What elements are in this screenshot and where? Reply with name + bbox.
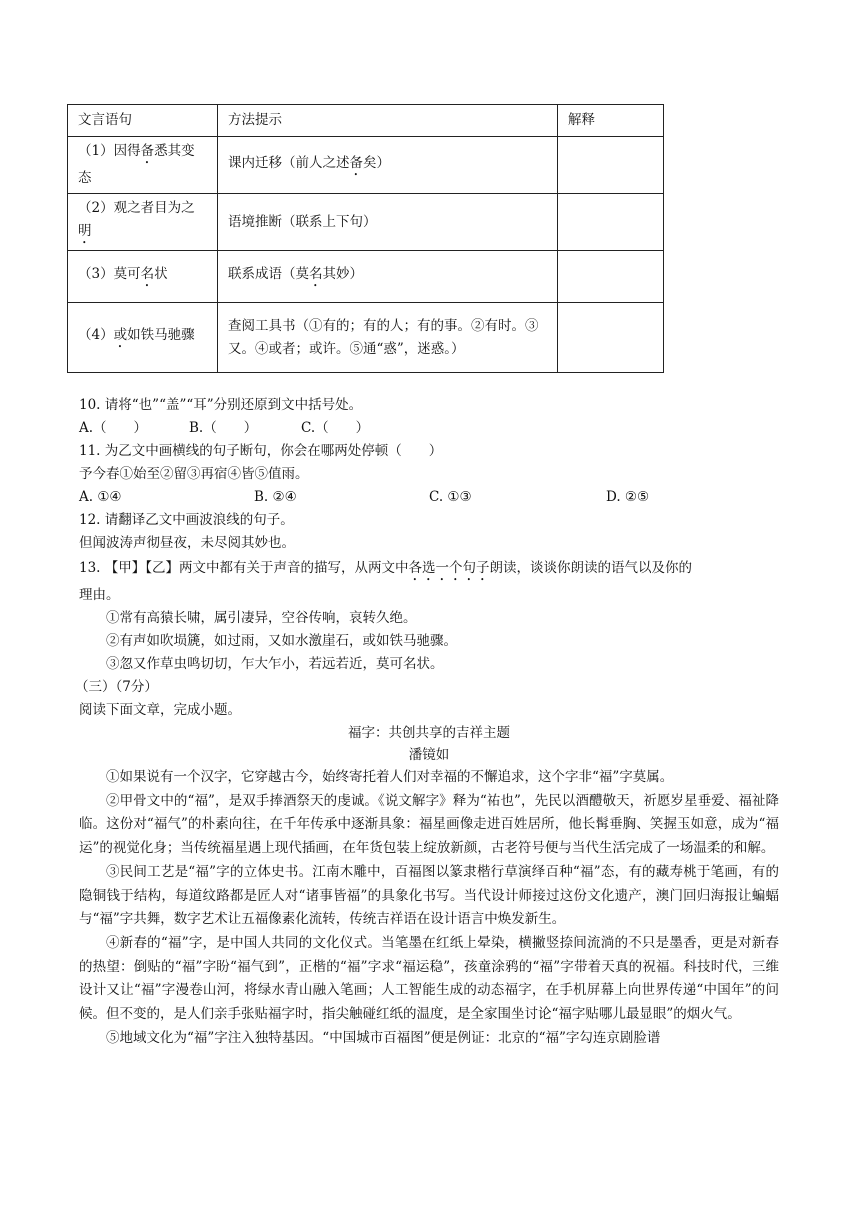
sentence-cell: （4）或如铁马驰骤 (68, 303, 218, 373)
article-paragraph: ②甲骨文中的“福”，是双手捧酒祭天的虔诚。《说文解字》释为“祐也”，先民以酒醴敬天，祈愿岁星垂爱、福祉降临。这份对“福气”的朴素向往，在千年传承中逐渐具象：福星画像走进百姓居所，他长髯垂胸、笑握玉如意，成为“福运”的视觉化身；当传统福星遇上现代插画，在年货包装上绽放新颜，古老符号便与当代生活完成了一场温柔的和解。 (79, 792, 779, 857)
hint-cell: 课内迁移（前人之述备矣） (218, 137, 558, 194)
article-paragraph: ③民间工艺是“福”字的立体史书。江南木雕中，百福图以篆隶楷行草演绎百种“福”态，有的藏寿桃于笔画，有的隐铜钱于结构，每道纹路都是匠人对“诸事皆福”的具象化书写。当代设计师接过这份文化遗产，澳门回归海报让蝙蝠与“福”字共舞，数字艺术让五福像素化流转，传统吉祥语在设计语言中焕发新生。 (79, 863, 779, 928)
answer-cell[interactable] (558, 251, 664, 303)
hint-cell: 语境推断（联系上下句） (218, 194, 558, 251)
question-13: 13. 【甲】【乙】两文中都有关于声音的描写，从两文中各选一个句子朗读，谈谈你朗读的语气以及你的 (79, 560, 693, 576)
option-b[interactable]: B. ②④ (254, 489, 297, 505)
q13-item: ①常有高猿长啸，属引凄异，空谷传响，哀转久绝。 (106, 610, 417, 626)
question-13-cont: 理由。 (79, 587, 120, 603)
header-sentence: 文言语句 (68, 105, 218, 137)
answer-cell[interactable] (558, 303, 664, 373)
table-row (68, 251, 664, 303)
answer-cell[interactable] (558, 137, 664, 194)
question-12-sentence: 但闻波涛声彻昼夜，未尽阅其妙也。 (79, 535, 295, 551)
sentence-cell: （2）观之者目为之明 (68, 194, 218, 251)
article-paragraph: ①如果说有一个汉字，它穿越古今，始终寄托着人们对幸福的不懈追求，这个字非“福”字莫属。 (106, 769, 674, 785)
question-10-blanks (79, 417, 779, 440)
table-row (68, 137, 664, 194)
question-10: 10. 请将“也”“盖”“耳”分别还原到文中括号处。 (79, 397, 363, 413)
q13-item: ②有声如吹埙篪，如过雨，又如水激崖石，或如铁马驰骤。 (106, 633, 457, 649)
blank-a[interactable]: A.（ ） (79, 420, 148, 436)
question-11-options (79, 486, 779, 509)
section-instruction: 阅读下面文章，完成小题。 (79, 702, 241, 718)
table-row (68, 303, 664, 373)
q13-item: ③忽又作草虫鸣切切，乍大乍小，若远若近，莫可名状。 (106, 656, 444, 672)
hint-cell: 联系成语（莫名其妙） (218, 251, 558, 303)
questions-and-article (75, 394, 779, 1050)
table-header-row (68, 105, 664, 137)
question-11-sentence: 予今春①始至②留③再宿④皆⑤值雨。 (79, 466, 309, 482)
article-paragraph: ⑤地域文化为“福”字注入独特基因。“中国城市百福图”便是例证：北京的“福”字勾连京剧脸谱 (106, 1029, 661, 1046)
hint-cell: 查阅工具书（①有的；有的人；有的事。②有时。③又。④或者；或许。⑤通“惑”，迷惑。） (218, 303, 558, 373)
option-d[interactable]: D. ②⑤ (606, 489, 650, 505)
sentence-cell: （3）莫可名状 (68, 251, 218, 303)
option-c[interactable]: C. ①③ (429, 489, 472, 505)
blank-b[interactable]: B.（ ） (189, 420, 258, 436)
question-11: 11. 为乙文中画横线的句子断句，你会在哪两处停顿（ ） (79, 443, 443, 459)
question-12: 12. 请翻译乙文中画波浪线的句子。 (79, 512, 294, 528)
sentence-cell: （1）因得备悉其变态 (68, 137, 218, 194)
article-title: 福字：共创共享的吉祥主题 (348, 725, 510, 741)
article-author: 潘镜如 (408, 747, 450, 763)
classical-chinese-table (67, 104, 664, 373)
header-explanation: 解释 (558, 105, 664, 137)
option-a[interactable]: A. ①④ (79, 489, 122, 505)
section-label: （三）（7分） (75, 679, 158, 695)
header-hint: 方法提示 (218, 105, 558, 137)
answer-cell[interactable] (558, 194, 664, 251)
table-row (68, 194, 664, 251)
blank-c[interactable]: C.（ ） (301, 420, 370, 436)
article-paragraph: ④新春的“福”字，是中国人共同的文化仪式。当笔墨在红纸上晕染，横撇竖捺间流淌的不只是墨香，更是对新春的热望：倒贴的“福”字盼“福气到”，正楷的“福”字求“福运稳”，孩童涂鸦的“福”字带着天真的祝福。科技时代，三维设计又让“福”字漫卷山河，将绿水青山融入笔画；人工智能生成的动态福字，在手机屏幕上向世界传递“中国年”的问候。但不变的，是人们亲手张贴福字时，指尖触碰红纸的温度，是全家围坐讨论“福字贴哪儿最显眼”的烟火气。 (79, 934, 779, 1023)
